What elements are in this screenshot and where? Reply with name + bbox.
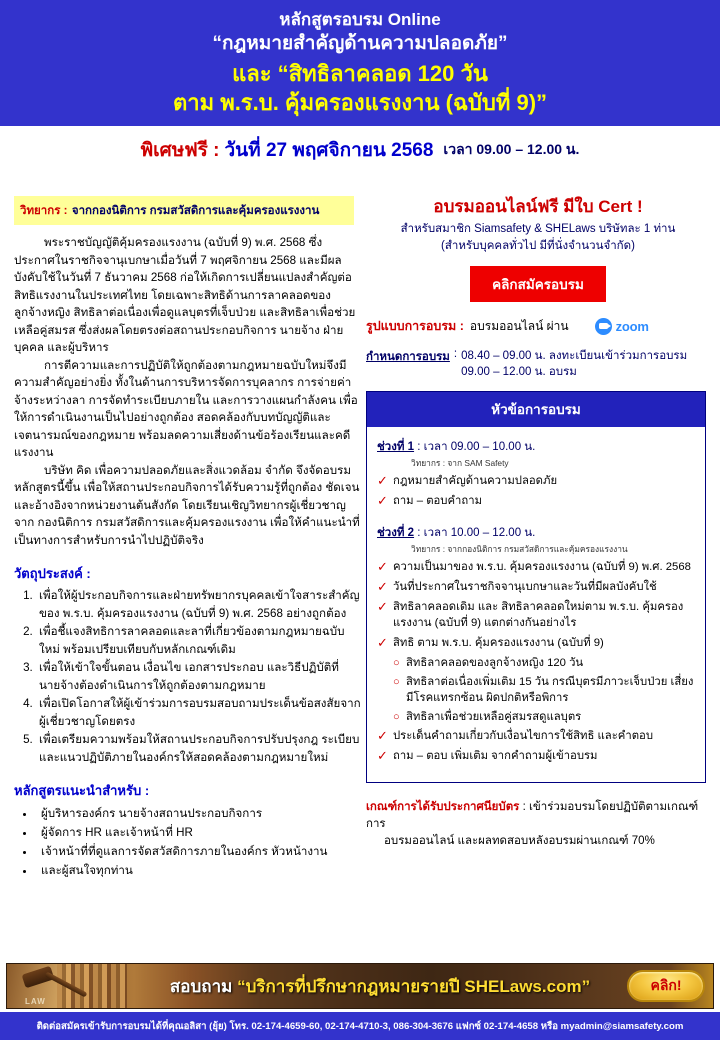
objective-item: 1. เพื่อให้ผู้ประกอบกิจการและฝ่ายทรัพยากรบุคคลเข้าใจสาระสำคัญของ พ.ร.บ. คุ้มครองแรงงาน (ฉบับที่ 9) พ.ศ. 2568 อย่างถูกต้อง xyxy=(36,587,362,622)
gavel-caption: LAW xyxy=(25,997,46,1006)
consult-service-banner[interactable] xyxy=(6,963,714,1009)
slot-2-item xyxy=(377,559,697,575)
check-icon: ✓ xyxy=(377,635,388,650)
slot-2-item xyxy=(377,748,697,764)
free-course-title: อบรมออนไลน์ฟรี มีใบ Cert ! xyxy=(433,197,643,216)
audience-item: • เจ้าหน้าที่ที่ดูแลการจัดสวัสดิการภายในองค์กร หัวหน้างาน xyxy=(36,842,362,861)
circle-bullet-icon: ○ xyxy=(393,676,400,688)
slot-2-time: : เวลา 10.00 – 12.00 น. xyxy=(417,527,536,539)
check-icon: ✓ xyxy=(377,599,388,614)
slot-2-sub-item-text: สิทธิลาเพื่อช่วยเหลือคู่สมรสดูแลบุตร xyxy=(406,711,582,723)
topics-header: หัวข้อการอบรม xyxy=(367,392,705,427)
slot-2-item-text: ประเด็นคำถามเกี่ยวกับเงื่อนไขการใช้สิทธิ และคำตอบ xyxy=(393,730,653,742)
event-date: วันที่ 27 พฤศจิกายน 2568 xyxy=(224,140,434,161)
audience-item: • และผู้สนใจทุกท่าน xyxy=(36,861,362,880)
schedule-row xyxy=(366,348,710,380)
objectives-title: วัตถุประสงค์ : xyxy=(14,566,91,581)
slot-2-item-text: วันที่ประกาศในราชกิจจานุเบกษาและวันที่มีผลบังคับใช้ xyxy=(393,581,657,593)
event-time: เวลา 09.00 – 12.00 น. xyxy=(443,141,580,157)
gavel-icon xyxy=(7,964,127,1008)
topics-body xyxy=(367,427,705,782)
slot-2-item xyxy=(377,599,697,631)
intro-paragraph-3: บริษัท คิด เพื่อความปลอดภัยและสิ่งแวดล้อม จำกัด จึงจัดอบรมหลักสูตรนี้ขึ้น เพื่อให้สถานประกอบกิจการได้รับความรู้ที่ถูกต้อง ชัดเจน และอ้างอิงจากหน่วยงานต้นสังกัด โดยเรียนเชิญวิทยากรผู้เชี่ยวชาญจาก กองนิติการ กรมสวัสดิการและคุ้มครองแรงงาน เพื่อให้คำแนะนำที่เป็นทางการสำหรับการนำไปปฏิบัติจริง xyxy=(14,463,360,547)
objective-item: 5. เพื่อเตรียมความพร้อมให้สถานประกอบกิจการปรับปรุงกฎ ระเบียบ และแนวปฏิบัติภายในองค์กรให้สอดคล้องตามกฎหมายใหม่ xyxy=(36,731,362,766)
click-button[interactable]: คลิก! xyxy=(627,970,705,1002)
objective-item: 2. เพื่อชี้แจงสิทธิการลาคลอดและลาที่เกี่ยวข้องตามกฎหมายฉบับใหม่ พร้อมเปรียบเทียบกับหลักเกณฑ์เดิม xyxy=(36,623,362,658)
zoom-camera-icon xyxy=(595,318,612,335)
slot-2-item-text: สิทธิลาคลอดเดิม และ สิทธิลาคลอดใหม่ตาม พ.ร.บ. คุ้มครองแรงงาน (ฉบับที่ 9) แตกต่างกันอย่างไร xyxy=(393,601,684,629)
schedule-line-2: 09.00 – 12.00 น. อบรม xyxy=(461,366,577,378)
check-icon: ✓ xyxy=(377,473,388,488)
intro-paragraph-2: การตีความและการปฏิบัติให้ถูกต้องตามกฎหมายฉบับใหม่จึงมีความสำคัญอย่างยิ่ง ทั้งในด้านการบริหารจัดการบุคลากร การจ่ายค่าจ้างระหว่างลา การจัดทำระเบียบภายใน และการวางแผนกำลังคน เพื่อให้การดำเนินงานเป็นไปอย่างถูกต้อง สอดคล้องกับบทบัญญัติและเจตนารมณ์ของกฎหมาย พร้อมลดความเสี่ยงด้านข้อร้องเรียนและคดีแรงงาน xyxy=(14,358,358,459)
slot-1-time: : เวลา 09.00 – 10.00 น. xyxy=(417,441,536,453)
training-format-value: อบรมออนไลน์ ผ่าน xyxy=(469,318,569,333)
banner-text-quoted: “บริการที่ปรึกษากฎหมายรายปี SHELaws.com” xyxy=(237,976,591,996)
slot-2-sub-item-text: สิทธิลาคลอดของลูกจ้างหญิง 120 วัน xyxy=(406,657,584,669)
zoom-logo xyxy=(595,318,649,335)
header-line-4: ตาม พ.ร.บ. คุ้มครองแรงงาน (ฉบับที่ 9)” xyxy=(172,89,548,115)
header-line-3: และ “สิทธิลาคลอด 120 วัน xyxy=(232,60,488,86)
right-column xyxy=(366,196,710,850)
register-button-wrapper xyxy=(366,266,710,302)
header-line-2: “กฎหมายสำคัญด้านความปลอดภัย” xyxy=(212,32,508,54)
topics-box xyxy=(366,391,706,783)
check-icon: ✓ xyxy=(377,748,388,763)
slot-2-title xyxy=(377,524,697,542)
slot-1-item xyxy=(377,473,697,489)
slot-2-sub-item xyxy=(393,655,697,671)
certificate-text: : เข้าร่วมอบรมโดยปฏิบัติตามเกณฑ์การ xyxy=(366,801,699,830)
footer-contact-bar xyxy=(0,1012,720,1040)
training-format-label: รูปแบบการอบรม : xyxy=(366,319,464,333)
speaker-highlight-box xyxy=(14,196,354,225)
objective-item: 4. เพื่อเปิดโอกาสให้ผู้เข้าร่วมการอบรมสอบถามประเด็นข้อสงสัยจากผู้เชี่ยวชาญโดยตรง xyxy=(36,695,362,730)
special-free-label: พิเศษฟรี : xyxy=(140,140,220,161)
check-icon: ✓ xyxy=(377,728,388,743)
slot-2-item-text: ความเป็นมาของ พ.ร.บ. คุ้มครองแรงงาน (ฉบับที่ 9) พ.ศ. 2568 xyxy=(393,561,691,573)
circle-bullet-icon: ○ xyxy=(393,711,400,723)
schedule-label: กำหนดการอบรม xyxy=(366,351,450,363)
audience-list xyxy=(14,804,362,880)
banner-text-prefix: สอบถาม xyxy=(169,976,233,996)
speaker-name: จากกองนิติการ กรมสวัสดิการและคุ้มครองแรงงาน xyxy=(71,205,320,217)
slot-1-label: ช่วงที่ 1 xyxy=(377,441,415,453)
check-icon: ✓ xyxy=(377,579,388,594)
schedule-line-1: 08.40 – 09.00 น. ลงทะเบียนเข้าร่วมการอบรม xyxy=(461,350,688,362)
schedule-lines xyxy=(461,348,687,380)
date-row xyxy=(0,128,720,172)
slot-1-title xyxy=(377,438,697,456)
circle-bullet-icon: ○ xyxy=(393,657,400,669)
slot-2-sub-item xyxy=(393,709,697,725)
slot-1-item-text: ถาม – ตอบคำถาม xyxy=(393,495,483,507)
slot-1-item xyxy=(377,493,697,509)
certificate-criteria xyxy=(366,799,710,850)
audience-item: • ผู้จัดการ HR และเจ้าหน้าที่ HR xyxy=(36,823,362,842)
certificate-label: เกณฑ์การได้รับประกาศนียบัตร xyxy=(366,801,520,813)
objective-item: 3. เพื่อให้เข้าใจขั้นตอน เงื่อนไข เอกสารประกอบ และวิธีปฏิบัติที่นายจ้างต้องดำเนินการให้ถูกต้องตามกฎหมาย xyxy=(36,659,362,694)
slot-2-item xyxy=(377,728,697,744)
check-icon: ✓ xyxy=(377,493,388,508)
slot-2-sub-item-text: สิทธิลาต่อเนื่องเพิ่มเติม 15 วัน กรณีบุตรมีภาวะเจ็บป่วย เสี่ยงมีโรคแทรกซ้อน ผิดปกติหรือพิการ xyxy=(406,676,694,704)
free-course-subtitle-1: สำหรับสมาชิก Siamsafety & SHELaws บริษัทละ 1 ท่าน xyxy=(400,223,676,235)
schedule-separator: : xyxy=(453,348,458,360)
free-course-subtitle-2: (สำหรับบุคคลทั่วไป มีที่นั่งจำนวนจำกัด) xyxy=(441,240,635,252)
header-line-1: หลักสูตรอบรม Online xyxy=(279,9,441,29)
zoom-wordmark: zoom xyxy=(615,318,649,334)
footer-contact-text: ติดต่อสมัครเข้ารับการอบรมได้ที่คุณอลิสา (ยุ้ย) โทร. 02-174-4659-60, 02-174-4710-3, 086-304-3676 แฟกซ์ 02-174-4658 หรือ myadmin@siamsafety.com xyxy=(36,1020,684,1032)
speaker-label: วิทยากร : xyxy=(20,205,68,217)
slot-2-item xyxy=(377,579,697,595)
banner-text xyxy=(127,973,627,1000)
slot-2-item xyxy=(377,635,697,651)
slot-2-sub-item xyxy=(393,674,697,706)
slot-2-label: ช่วงที่ 2 xyxy=(377,527,415,539)
header-banner xyxy=(0,0,720,126)
intro-paragraph-1: พระราชบัญญัติคุ้มครองแรงงาน (ฉบับที่ 9) พ.ศ. 2568 ซึ่งประกาศในราชกิจจานุเบกษาเมื่อวันที่ 7 พฤศจิกายน 2568 และมีผลบังคับใช้ในวันที่ 7 ธันวาคม 2568 ก่อให้เกิดการเปลี่ยนแปลงสำคัญต่อสิทธิแรงงานในประเทศไทย โดยเฉพาะสิทธิด้านการลาคลอดของลูกจ้างหญิง สิทธิลาต่อเนื่องเพื่อดูแลบุตรที่เจ็บป่วย และสิทธิลาเพื่อช่วยเหลือคู่สมรส ซึ่งส่งผลโดยตรงต่อสถานประกอบกิจการ นายจ้าง ฝ่ายบุคคล และผู้บริหาร xyxy=(14,236,356,354)
left-column xyxy=(14,196,362,880)
section-gap xyxy=(377,513,697,522)
register-button[interactable]: คลิกสมัครอบรม xyxy=(470,266,606,302)
audience-title: หลักสูตรแนะนำสำหรับ : xyxy=(14,783,150,798)
slot-1-speaker: วิทยากร : จาก SAM Safety xyxy=(411,458,509,468)
check-icon: ✓ xyxy=(377,559,388,574)
objectives-list xyxy=(14,587,362,766)
slot-2-item-text: สิทธิ ตาม พ.ร.บ. คุ้มครองแรงงาน (ฉบับที่ 9) xyxy=(393,637,604,649)
slot-2-speaker: วิทยากร : จากกองนิติการ กรมสวัสดิการและคุ้มครองแรงงาน xyxy=(411,544,628,554)
certificate-text-line-2: อบรมออนไลน์ และผลทดสอบหลังอบรมผ่านเกณฑ์ 70% xyxy=(384,835,655,847)
slot-1-item-text: กฎหมายสำคัญด้านความปลอดภัย xyxy=(393,475,558,487)
audience-item: • ผู้บริหารองค์กร นายจ้างสถานประกอบกิจการ xyxy=(36,804,362,823)
slot-2-item-text: ถาม – ตอบ เพิ่มเติม จากคำถามผู้เข้าอบรม xyxy=(393,750,598,762)
training-format-row xyxy=(366,316,710,336)
